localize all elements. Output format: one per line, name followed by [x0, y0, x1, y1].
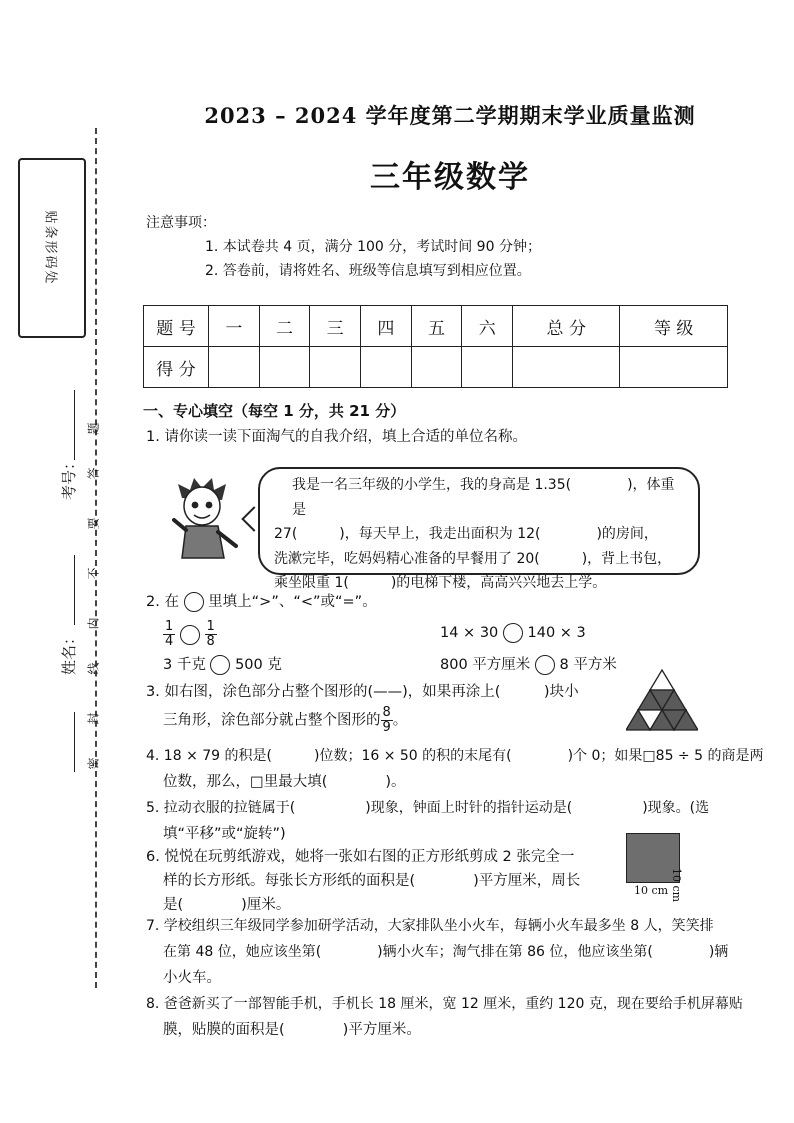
bubble-line: 27( )，每天早上，我走出面积为 12( )的房间， — [274, 526, 658, 542]
bubble-line: 我是一名三年级的小学生，我的身高是 1.35( )，体重是 — [292, 477, 675, 518]
score-cell[interactable] — [620, 347, 728, 388]
seal-char: 要 — [86, 517, 101, 530]
question-5-line1: 5. 拉动衣服的拉链属于( )现象，钟面上时针的指针运动是( )现象。(选 — [146, 800, 710, 816]
score-cell[interactable] — [361, 347, 412, 388]
table-cell: 总 分 — [513, 306, 620, 347]
table-cell: 一 — [209, 306, 260, 347]
question-5-line2: 填“平移”或“旋转”) — [163, 826, 286, 842]
q2-item-area: 800 平方厘米 8 平方米 — [440, 657, 617, 673]
section-title: 一、专心填空（每空 1 分，共 21 分） — [143, 402, 406, 420]
name-field[interactable] — [74, 555, 75, 625]
side-length-label: 10 cm — [670, 868, 683, 903]
table-cell: 得 分 — [144, 347, 209, 388]
table-cell: 题 号 — [144, 306, 209, 347]
score-table — [143, 305, 728, 388]
question-8-line2: 膜，贴膜的面积是( )平方厘米。 — [163, 1022, 421, 1038]
speech-bubble — [258, 467, 700, 591]
question-3-line2: 三角形，涂色部分就占整个图形的 $\frac{8}{9}$ 。 — [163, 705, 408, 735]
note-item: 1. 本试卷共 4 页，满分 100 分，考试时间 90 分钟； — [205, 239, 541, 255]
question-2 — [146, 589, 377, 615]
table-cell: 二 — [259, 306, 310, 347]
question-7-line1: 7. 学校组织三年级同学参加研学活动，大家排队坐小火车，每辆小火车最多坐 8 人，笑笑排 — [146, 918, 714, 934]
class-field[interactable] — [74, 712, 75, 772]
q2-prefix: 2. 在 — [146, 594, 179, 610]
score-cell[interactable] — [462, 347, 513, 388]
bottom-length-label: 10 cm — [634, 884, 669, 897]
answer-circle[interactable] — [503, 623, 523, 643]
exam-no-label: 考号： — [60, 454, 78, 500]
answer-circle[interactable] — [535, 655, 555, 675]
score-cell[interactable] — [411, 347, 462, 388]
seal-char: 内 — [86, 617, 101, 630]
exam-no-field[interactable] — [74, 390, 75, 460]
seal-char: 线 — [86, 662, 101, 675]
note-item: 2. 答卷前，请将姓名、班级等信息填写到相应位置。 — [205, 263, 531, 279]
triangle-figure-icon — [626, 668, 698, 732]
q2-item-fractions — [163, 620, 217, 649]
table-cell: 四 — [361, 306, 412, 347]
seal-char: 封 — [86, 712, 101, 725]
exam-subtitle: 三年级数学 — [370, 160, 530, 195]
seal-char: 题 — [86, 422, 101, 435]
question-7-line2: 在第 48 位，她应该坐第( )辆小火车；淘气排在第 86 位，他应该坐第( )辆 — [163, 944, 729, 960]
seal-char: 密 — [86, 757, 101, 770]
q2-item-products: 14 × 30 140 × 3 — [440, 625, 586, 641]
question-6-line3: 是( )厘米。 — [163, 897, 291, 913]
score-cell[interactable] — [310, 347, 361, 388]
notes-heading: 注意事项： — [146, 215, 216, 231]
question-4-line2: 位数，那么，□里最大填( )。 — [163, 774, 406, 790]
exam-title: 2023 – 2024 学年度第二学期期末学业质量监测 — [204, 103, 696, 128]
question-1: 1. 请你读一读下面淘气的自我介绍，填上合适的单位名称。 — [146, 429, 527, 445]
bubble-line: 乘坐限重 1( )的电梯下楼，高高兴兴地去上学。 — [274, 575, 607, 591]
question-6-line2: 样的长方形纸。每张长方形纸的面积是( )平方厘米，周长 — [163, 873, 581, 889]
question-7-line3: 小火车。 — [163, 970, 221, 986]
seal-char: 答 — [86, 467, 101, 480]
name-label: 姓名： — [60, 629, 78, 675]
table-cell: 六 — [462, 306, 513, 347]
q2-item-mass: 3 千克 500 克 — [163, 657, 282, 673]
answer-circle[interactable] — [180, 625, 200, 645]
table-cell: 等 级 — [620, 306, 728, 347]
barcode-area — [18, 158, 86, 338]
question-4-line1: 4. 18 × 79 的积是( )位数；16 × 50 的积的末尾有( )个 0；如果□85 ÷ 5 的商是两 — [146, 748, 764, 764]
answer-circle[interactable] — [210, 655, 230, 675]
table-cell: 三 — [310, 306, 361, 347]
barcode-label: 贴条形码处 — [42, 210, 58, 286]
fraction: $\frac{8}{9}$ — [382, 705, 391, 735]
table-cell: 五 — [411, 306, 462, 347]
table-header-row — [144, 306, 728, 347]
score-cell[interactable] — [209, 347, 260, 388]
bubble-line: 洗漱完毕，吃妈妈精心准备的早餐用了 20( )，背上书包， — [274, 550, 672, 567]
q2-suffix: 里填上“>”、“<”或“=”。 — [208, 594, 377, 610]
fraction: $\frac{1}{8}$ — [206, 619, 215, 649]
question-3-line1: 3. 如右图，涂色部分占整个图形的(——)，如果再涂上( )块小 — [146, 684, 579, 700]
question-8-line1: 8. 爸爸新买了一部智能手机，手机长 18 厘米，宽 12 厘米，重约 120 克，现在要给手机屏幕贴 — [146, 996, 743, 1012]
question-6-line1: 6. 悦悦在玩剪纸游戏，她将一张如右图的正方形纸剪成 2 张完全一 — [146, 849, 575, 865]
table-score-row — [144, 347, 728, 388]
score-cell[interactable] — [513, 347, 620, 388]
boy-illustration-icon — [168, 476, 244, 562]
fraction: $\frac{1}{4}$ — [165, 619, 174, 649]
seal-char: 不 — [86, 567, 101, 580]
score-cell[interactable] — [259, 347, 310, 388]
comparison-circle — [184, 592, 204, 612]
seal-cut-line — [95, 128, 97, 988]
